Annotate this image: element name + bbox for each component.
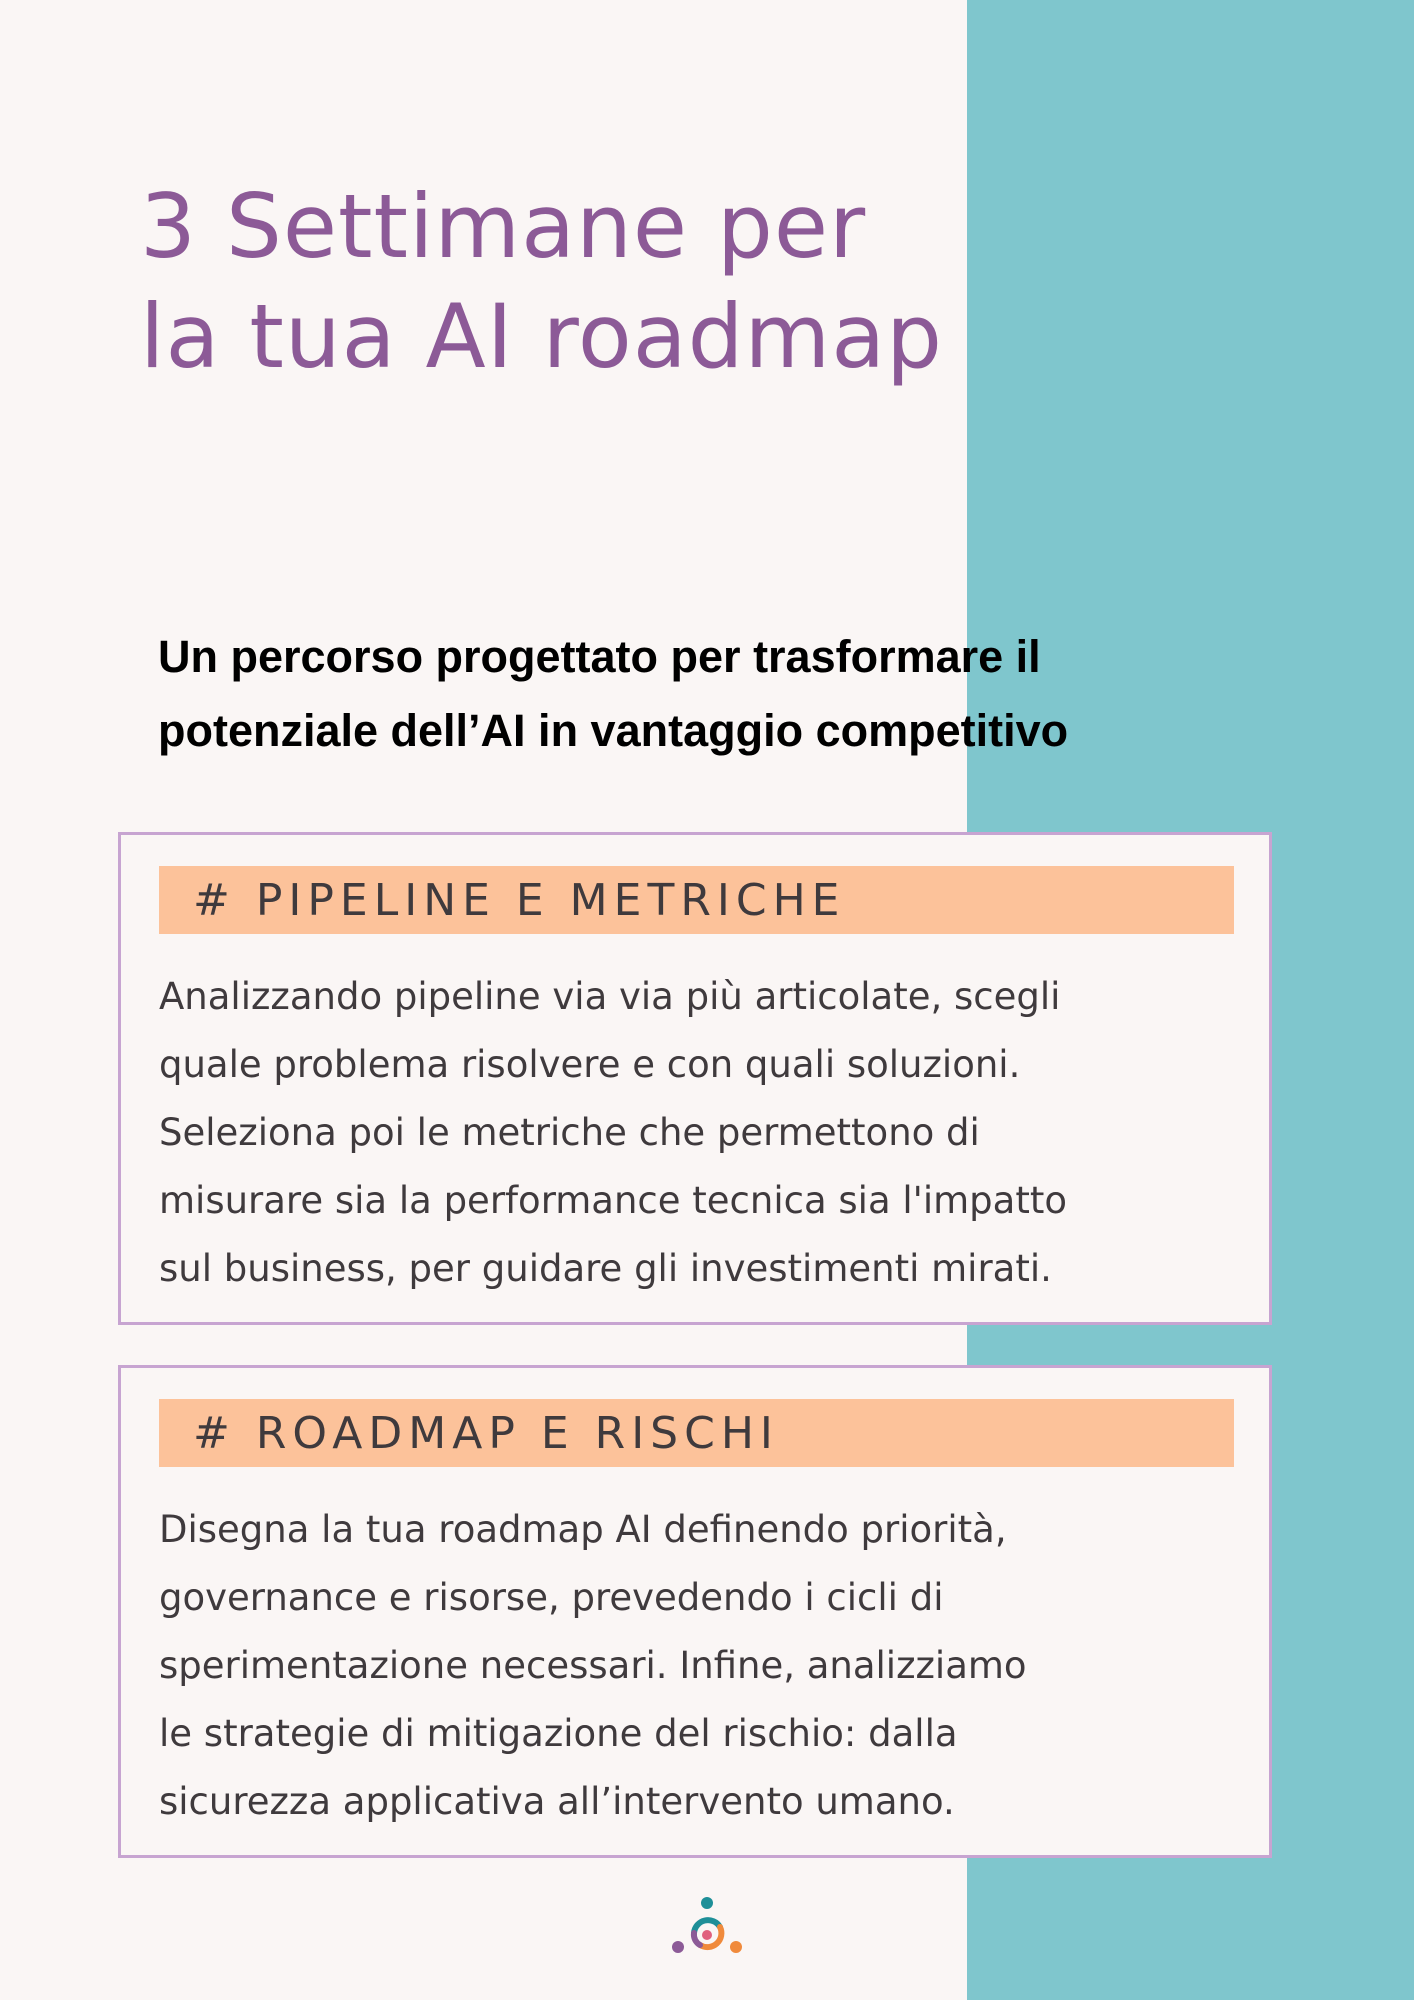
section-body-line: quale problema risolvere e con quali soluzioni. <box>159 1043 1021 1086</box>
section-card-pipeline <box>118 832 1272 1325</box>
section-body-line: sperimentazione necessari. Infine, analizziamo <box>159 1644 1027 1687</box>
section-heading: # ROADMAP E RISCHI <box>193 1408 779 1459</box>
section-body-line: le strategie di mitigazione del rischio: dalla <box>159 1712 958 1755</box>
section-body-line: sul business, per guidare gli investimenti mirati. <box>159 1247 1052 1290</box>
section-body-line: Analizzando pipeline via via più articolate, scegli <box>159 975 1061 1018</box>
swirl-people-logo-icon <box>670 1895 744 1957</box>
section-body-line: Seleziona poi le metriche che permettono di <box>159 1111 980 1154</box>
page-title <box>140 172 943 392</box>
section-body-line: Disegna la tua roadmap AI definendo priorità, <box>159 1508 1007 1551</box>
section-heading-band <box>159 1399 1234 1467</box>
section-body <box>159 1496 1027 1836</box>
section-heading: # PIPELINE E METRICHE <box>193 875 846 926</box>
section-body-line: sicurezza applicativa all’intervento umano. <box>159 1780 955 1823</box>
section-card-roadmap <box>118 1365 1272 1858</box>
section-body <box>159 963 1067 1303</box>
page-title-line-2: la tua AI roadmap <box>140 285 944 388</box>
page-subtitle-line-1: Un percorso progettato per trasformare il <box>158 631 1041 682</box>
page-title-line-1: 3 Settimane per <box>140 175 867 278</box>
section-heading-band <box>159 866 1234 934</box>
page-subtitle-line-2: potenziale dell’AI in vantaggio competitivo <box>158 705 1069 756</box>
page-subtitle <box>158 620 1068 768</box>
section-body-line: governance e risorse, prevedendo i cicli di <box>159 1576 944 1619</box>
section-body-line: misurare sia la performance tecnica sia l'impatto <box>159 1179 1067 1222</box>
